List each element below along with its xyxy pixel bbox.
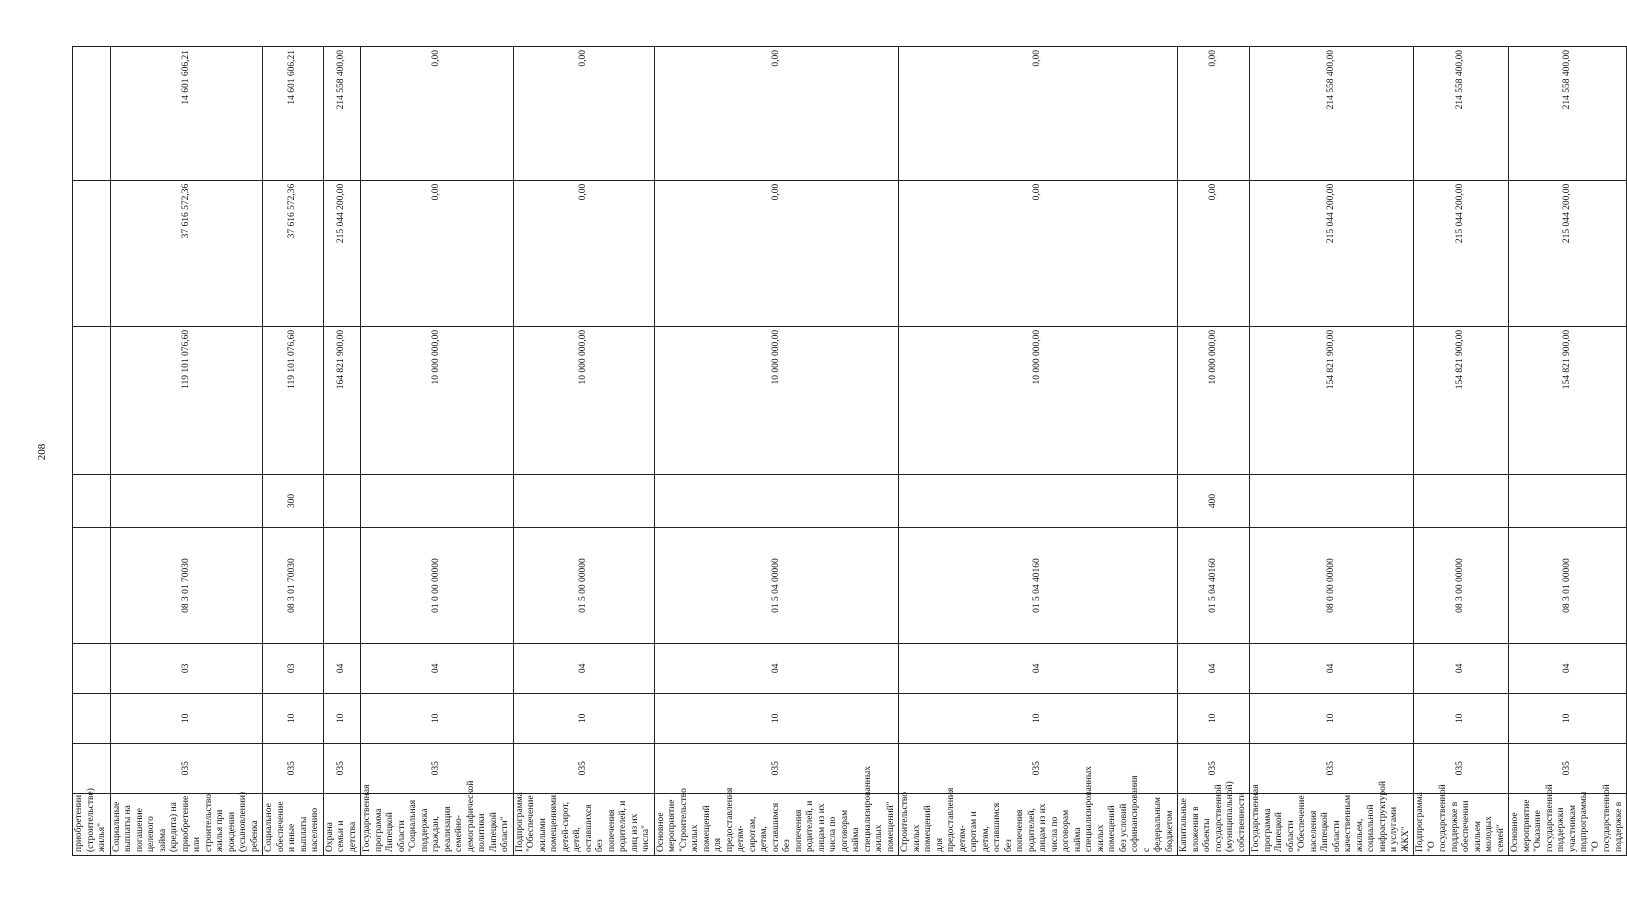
row-section-code: 10 <box>1509 693 1627 743</box>
table-row <box>1509 47 1627 856</box>
row-subsection-code: 04 <box>513 643 654 693</box>
table-row <box>73 47 111 856</box>
row-section-code: 10 <box>263 693 324 743</box>
row-target-article-code <box>73 528 111 644</box>
row-amount-1: 154 821 900,00 <box>1414 326 1509 474</box>
row-subsection-code: 04 <box>361 643 514 693</box>
row-subsection-code: 04 <box>1178 643 1250 693</box>
row-subsection-code <box>73 643 111 693</box>
row-grbs-code: 035 <box>323 743 361 793</box>
row-expense-type-code <box>1250 474 1414 527</box>
row-subsection-code: 03 <box>263 643 324 693</box>
row-grbs-code: 035 <box>899 743 1178 793</box>
row-target-article-code: 08 3 01 70030 <box>110 528 263 644</box>
row-expense-type-code <box>73 474 111 527</box>
row-amount-3: 214 558 400,00 <box>1509 47 1627 181</box>
row-expense-type-code <box>361 474 514 527</box>
row-grbs-code: 035 <box>1178 743 1250 793</box>
row-amount-2: 215 044 200,00 <box>1250 180 1414 326</box>
row-amount-1 <box>73 326 111 474</box>
row-amount-3: 0,00 <box>1178 47 1250 181</box>
row-amount-1: 119 101 076,60 <box>110 326 263 474</box>
row-amount-1: 10 000 000,00 <box>513 326 654 474</box>
row-expense-type-code <box>1509 474 1627 527</box>
row-subsection-code: 04 <box>1250 643 1414 693</box>
row-amount-2: 0,00 <box>513 180 654 326</box>
table-row <box>654 47 899 856</box>
row-amount-3: 214 558 400,00 <box>1414 47 1509 181</box>
row-amount-1: 164 821 900,00 <box>323 326 361 474</box>
row-subsection-code: 04 <box>654 643 899 693</box>
row-target-article-code: 01 5 04 40160 <box>899 528 1178 644</box>
row-grbs-code: 035 <box>1509 743 1627 793</box>
row-name: Строительство жилых помещений для предоставления детям-сиротам и детям, оставшимся без попечения родителей, лицам из их числа по договорам найма специализированных жилых помещений без условий софинансирования с федеральным бюджетом <box>899 793 1178 855</box>
table-row <box>1178 47 1250 856</box>
row-amount-1: 154 821 900,00 <box>1250 326 1414 474</box>
row-amount-2: 215 044 200,00 <box>323 180 361 326</box>
row-section-code: 10 <box>1178 693 1250 743</box>
row-amount-1: 119 101 076,60 <box>263 326 324 474</box>
row-section-code: 10 <box>1250 693 1414 743</box>
row-section-code: 10 <box>1414 693 1509 743</box>
row-section-code: 10 <box>323 693 361 743</box>
row-section-code: 10 <box>110 693 263 743</box>
row-amount-3: 214 558 400,00 <box>1250 47 1414 181</box>
row-amount-3: 0,00 <box>654 47 899 181</box>
table-row <box>263 47 324 856</box>
row-subsection-code: 03 <box>110 643 263 693</box>
row-amount-3: 14 601 606,21 <box>110 47 263 181</box>
row-expense-type-code <box>323 474 361 527</box>
row-amount-1: 10 000 000,00 <box>1178 326 1250 474</box>
row-expense-type-code <box>1414 474 1509 527</box>
row-amount-1: 154 821 900,00 <box>1509 326 1627 474</box>
row-subsection-code: 04 <box>1414 643 1509 693</box>
row-target-article-code: 01 5 00 00000 <box>513 528 654 644</box>
row-grbs-code <box>73 743 111 793</box>
row-name: Подпрограмма "Обеспечение жилыми помещениями детей-сирот, детей, оставшихся без попечения родителей, и лиц из их числа" <box>513 793 654 855</box>
row-target-article-code: 08 0 00 00000 <box>1250 528 1414 644</box>
row-expense-type-code <box>654 474 899 527</box>
row-amount-2: 215 044 200,00 <box>1414 180 1509 326</box>
row-subsection-code: 04 <box>899 643 1178 693</box>
row-target-article-code: 01 5 04 40160 <box>1178 528 1250 644</box>
row-target-article-code: 08 3 01 00000 <box>1509 528 1627 644</box>
row-target-article-code <box>323 528 361 644</box>
row-subsection-code: 04 <box>323 643 361 693</box>
table-row <box>1250 47 1414 856</box>
row-target-article-code: 08 3 01 70030 <box>263 528 324 644</box>
row-section-code: 10 <box>654 693 899 743</box>
row-name: Капитальные вложения в объекты государственной (муниципальной) собственности <box>1178 793 1250 855</box>
row-amount-1: 10 000 000,00 <box>654 326 899 474</box>
row-target-article-code: 08 3 00 00000 <box>1414 528 1509 644</box>
budget-table <box>72 46 1627 856</box>
row-name: Подпрограмма "О государственной поддержке в обеспечении жильем молодых семей" <box>1414 793 1509 855</box>
row-amount-3: 0,00 <box>899 47 1178 181</box>
row-expense-type-code <box>899 474 1178 527</box>
row-amount-2: 0,00 <box>361 180 514 326</box>
row-amount-3 <box>73 47 111 181</box>
row-amount-2: 37 616 572,36 <box>110 180 263 326</box>
row-name: Социальное обеспечение и иные выплаты населению <box>263 793 324 855</box>
row-amount-2: 0,00 <box>654 180 899 326</box>
row-expense-type-code <box>513 474 654 527</box>
row-expense-type-code: 400 <box>1178 474 1250 527</box>
row-name: Основное мероприятие "Строительство жилых помещений для предоставления детям-сиротам, детям, оставшимся без попечения родителей, и лицам из их числа по договорам найма специализированных жилых помещений" <box>654 793 899 855</box>
table-row <box>899 47 1178 856</box>
row-target-article-code: 01 5 04 00000 <box>654 528 899 644</box>
row-expense-type-code <box>110 474 263 527</box>
row-grbs-code: 035 <box>361 743 514 793</box>
row-subsection-code: 04 <box>1509 643 1627 693</box>
table-row <box>361 47 514 856</box>
row-amount-2: 0,00 <box>899 180 1178 326</box>
rotated-table-wrapper <box>72 46 1624 856</box>
row-amount-2: 215 044 200,00 <box>1509 180 1627 326</box>
row-amount-1: 10 000 000,00 <box>361 326 514 474</box>
row-amount-3: 214 558 400,00 <box>323 47 361 181</box>
row-name: Государственная программа Липецкой области "Обеспечение населения Липецкой области качественным жильем, социальной инфраструктурой и услугами ЖКХ" <box>1250 793 1414 855</box>
row-name: приобретении (строительстве) жилья" <box>73 793 111 855</box>
row-target-article-code: 01 0 00 00000 <box>361 528 514 644</box>
table-row <box>323 47 361 856</box>
row-grbs-code: 035 <box>263 743 324 793</box>
row-amount-2 <box>73 180 111 326</box>
table-row <box>110 47 263 856</box>
row-amount-1: 10 000 000,00 <box>899 326 1178 474</box>
row-amount-3: 0,00 <box>361 47 514 181</box>
table-row <box>513 47 654 856</box>
row-section-code: 10 <box>513 693 654 743</box>
row-amount-3: 0,00 <box>513 47 654 181</box>
row-grbs-code: 035 <box>1250 743 1414 793</box>
page-number: 208 <box>36 443 48 461</box>
row-section-code: 10 <box>899 693 1178 743</box>
row-grbs-code: 035 <box>513 743 654 793</box>
row-name: Охрана семьи и детства <box>323 793 361 855</box>
row-amount-3: 14 601 606,21 <box>263 47 324 181</box>
row-amount-2: 37 616 572,36 <box>263 180 324 326</box>
row-grbs-code: 035 <box>654 743 899 793</box>
row-name: Социальные выплаты на погашение целевого займа (кредита) на приобретение или строительство жилья при рождении (усыновлении) ребенка <box>110 793 263 855</box>
row-amount-2: 0,00 <box>1178 180 1250 326</box>
row-grbs-code: 035 <box>110 743 263 793</box>
table-body <box>73 47 1627 856</box>
row-name: Основное мероприятие "Оказание государственной поддержки участникам подпрограммы "О государственной поддержке в <box>1509 793 1627 855</box>
row-grbs-code: 035 <box>1414 743 1509 793</box>
table-row <box>1414 47 1509 856</box>
row-name: Государственная программа Липецкой области "Социальная поддержка граждан, реализация семейно-демографической политики Липецкой области" <box>361 793 514 855</box>
row-expense-type-code: 300 <box>263 474 324 527</box>
row-section-code: 10 <box>361 693 514 743</box>
row-section-code <box>73 693 111 743</box>
